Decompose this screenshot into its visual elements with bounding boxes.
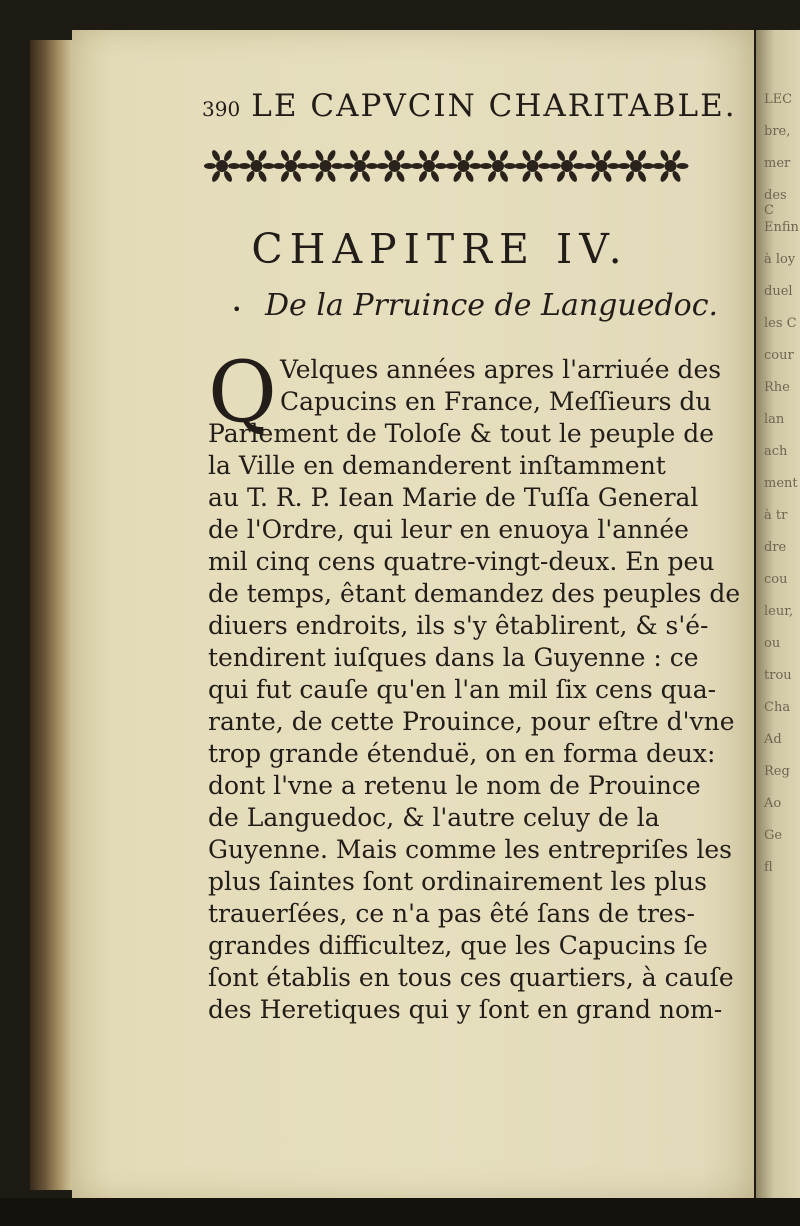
ornament-petal bbox=[210, 149, 221, 162]
ornament-petal bbox=[291, 170, 302, 183]
facing-page-fragment: dre bbox=[764, 540, 787, 555]
ornament-petal bbox=[590, 170, 601, 183]
ornament-petal bbox=[470, 163, 482, 169]
facing-page-fragment: cour bbox=[764, 348, 794, 363]
body-text bbox=[208, 343, 748, 1026]
ornament-petal bbox=[624, 149, 635, 162]
ornament-petal bbox=[360, 149, 371, 162]
ornament-petal bbox=[314, 149, 325, 162]
drop-cap: Q bbox=[208, 343, 277, 441]
ornament-petal bbox=[395, 170, 406, 183]
ornament-petal bbox=[429, 170, 440, 183]
running-head: LE CAPVCIN CHARITABLE. bbox=[251, 88, 737, 124]
ornament-petal bbox=[584, 163, 596, 169]
ornament-petal bbox=[342, 163, 354, 169]
ornament-petal bbox=[332, 163, 344, 169]
ornament-petal bbox=[239, 163, 251, 169]
text-line: trauerſées, ce n'a pas êté ſans de tres- bbox=[208, 899, 695, 928]
facing-page-fragment: Cha bbox=[764, 700, 791, 715]
facing-page-fragment: fl bbox=[764, 860, 773, 875]
ornament-flower bbox=[527, 160, 539, 172]
text-line: ſont établis en tous ces quartiers, à cauſe bbox=[208, 963, 734, 992]
text-line: qui fut cauſe qu'en l'an mil ſix cens qua- bbox=[208, 675, 717, 704]
ornament-petal bbox=[653, 163, 665, 169]
ornament-petal bbox=[636, 170, 647, 183]
facing-page-fragment: ment bbox=[764, 476, 798, 491]
ornament-petal bbox=[515, 163, 527, 169]
facing-page-fragment: mer bbox=[764, 156, 791, 171]
text-line: de temps, êtant demandez des peuples de bbox=[208, 579, 741, 608]
ornament-petal bbox=[348, 149, 359, 162]
text-line: Parlement de Toloſe & tout le peuple de bbox=[208, 419, 715, 448]
ornament-petal bbox=[273, 163, 285, 169]
ornament-petal bbox=[555, 149, 566, 162]
ornament-petal bbox=[210, 170, 221, 183]
ornament-petal bbox=[659, 170, 670, 183]
ornament-flower bbox=[216, 160, 228, 172]
ornament-petal bbox=[498, 149, 509, 162]
ornament-petal bbox=[539, 163, 551, 169]
section-bullet: • bbox=[232, 300, 242, 319]
facing-page-fragment: trou bbox=[764, 668, 792, 683]
ornament-petal bbox=[533, 170, 544, 183]
text-line: au T. R. P. Iean Marie de Tuſſa General bbox=[208, 483, 699, 512]
text-line: Capucins en France, Meſſieurs du bbox=[280, 387, 712, 416]
ornament-petal bbox=[204, 163, 216, 169]
ornament-petal bbox=[486, 170, 497, 183]
text-line: rante, de cette Prouince, pour eſtre d'vne bbox=[208, 707, 735, 736]
ornament-petal bbox=[464, 170, 475, 183]
text-line: diuers endroits, ils s'y êtablirent, & s'é- bbox=[208, 611, 709, 640]
ornament-petal bbox=[618, 163, 630, 169]
facing-page-fragment: Ge bbox=[764, 828, 783, 843]
ornament-petal bbox=[417, 170, 428, 183]
ornament-flower bbox=[630, 160, 642, 172]
page-header bbox=[202, 88, 742, 124]
ornament-petal bbox=[636, 149, 647, 162]
ornament-petal bbox=[671, 170, 682, 183]
ornament-petal bbox=[222, 149, 233, 162]
ornament-flower bbox=[458, 160, 470, 172]
ornament-petal bbox=[549, 163, 561, 169]
ornament-petal bbox=[533, 149, 544, 162]
ornament-petal bbox=[608, 163, 620, 169]
ornament-petal bbox=[222, 170, 233, 183]
ornament-flower bbox=[492, 160, 504, 172]
background-edge bbox=[0, 1198, 800, 1226]
ornament-petal bbox=[263, 163, 275, 169]
ornament-petal bbox=[377, 163, 389, 169]
facing-page-edge bbox=[756, 30, 800, 1198]
facing-page-fragment: Enfin bbox=[764, 220, 799, 235]
facing-page-fragment: Ao bbox=[764, 796, 782, 811]
ornament-petal bbox=[291, 149, 302, 162]
facing-page-fragment: leur, bbox=[764, 604, 794, 619]
ornament-petal bbox=[417, 149, 428, 162]
ornament-petal bbox=[326, 149, 337, 162]
facing-page-fragment: les C bbox=[764, 316, 797, 331]
facing-page-fragment: Ad bbox=[764, 732, 782, 747]
ornament-flower bbox=[665, 160, 677, 172]
ornament-flower bbox=[596, 160, 608, 172]
ornament-petal bbox=[245, 149, 256, 162]
ornament-flower bbox=[354, 160, 366, 172]
text-line: de l'Ordre, qui leur en enuoya l'année bbox=[208, 515, 689, 544]
ornament-petal bbox=[257, 170, 268, 183]
text-line: Velques années apres l'arriuée des bbox=[280, 355, 722, 384]
ornament-petal bbox=[521, 170, 532, 183]
ornament-petal bbox=[411, 163, 423, 169]
facing-page-fragment: LEC bbox=[764, 92, 793, 107]
facing-page-fragment: lan bbox=[764, 412, 785, 427]
ornament-petal bbox=[429, 149, 440, 162]
ornament-petal bbox=[297, 163, 309, 169]
ornament-petal bbox=[279, 149, 290, 162]
chapter-title: CHAPITRE IV. bbox=[251, 225, 629, 273]
ornament-petal bbox=[659, 149, 670, 162]
ornament-petal bbox=[624, 170, 635, 183]
ornament-petal bbox=[228, 163, 240, 169]
ornament-petal bbox=[677, 163, 689, 169]
ornament-petal bbox=[642, 163, 654, 169]
ornament-flower bbox=[423, 160, 435, 172]
text-line: grandes difficultez, que les Capucins ſe bbox=[208, 931, 708, 960]
ornament-petal bbox=[480, 163, 492, 169]
ornament-petal bbox=[279, 170, 290, 183]
ornament-petal bbox=[383, 149, 394, 162]
facing-page-fragment: ach bbox=[764, 444, 788, 459]
ornament-petal bbox=[360, 170, 371, 183]
facing-page-fragment: ou bbox=[764, 636, 781, 651]
ornament-petal bbox=[567, 170, 578, 183]
section-title bbox=[232, 288, 718, 323]
page-number: 390 bbox=[202, 97, 241, 121]
ornament-petal bbox=[366, 163, 378, 169]
facing-page-fragment: à tr bbox=[764, 508, 788, 523]
text-line: mil cinq cens quatre-vingt-deux. En peu bbox=[208, 547, 715, 576]
facing-page-fragment: bre, bbox=[764, 124, 791, 139]
ornament-petal bbox=[567, 149, 578, 162]
ornament-petal bbox=[348, 170, 359, 183]
ornament-flower bbox=[285, 160, 297, 172]
ornament-petal bbox=[452, 170, 463, 183]
ornament-petal bbox=[446, 163, 458, 169]
text-line: la Ville en demanderent inſtamment bbox=[208, 451, 666, 480]
section-title-text: De la Prruince de Languedoc. bbox=[264, 288, 719, 323]
text-line: plus ſaintes ſont ordinairement les plus bbox=[208, 867, 707, 896]
text-line: trop grande étenduë, on en forma deux: bbox=[208, 739, 716, 768]
facing-page-fragment: des C bbox=[764, 188, 787, 218]
decorative-ornament-band bbox=[204, 140, 712, 192]
facing-page-fragment: à loy bbox=[764, 252, 796, 267]
ornament-petal bbox=[435, 163, 447, 169]
ornament-petal bbox=[602, 149, 613, 162]
ornament-flower bbox=[251, 160, 263, 172]
ornament-flower bbox=[561, 160, 573, 172]
ornament-petal bbox=[521, 149, 532, 162]
ornament-petal bbox=[401, 163, 413, 169]
text-line: dont l'vne a retenu le nom de Prouince bbox=[208, 771, 701, 800]
ornament-flower bbox=[389, 160, 401, 172]
ornament-petal bbox=[555, 170, 566, 183]
facing-page-fragment: cou bbox=[764, 572, 788, 587]
ornament-petal bbox=[602, 170, 613, 183]
ornament-petal bbox=[671, 149, 682, 162]
ornament-petal bbox=[308, 163, 320, 169]
ornament-petal bbox=[464, 149, 475, 162]
text-line: des Heretiques qui y ſont en grand nom- bbox=[208, 995, 723, 1024]
ornament-petal bbox=[486, 149, 497, 162]
ornament-petal bbox=[504, 163, 516, 169]
text-line: Guyenne. Mais comme les entrepriſes les bbox=[208, 835, 733, 864]
facing-page-fragment: Rhe bbox=[764, 380, 790, 395]
ornament-petal bbox=[590, 149, 601, 162]
ornament-petal bbox=[498, 170, 509, 183]
facing-page-fragment: Reg bbox=[764, 764, 790, 779]
ornament-petal bbox=[326, 170, 337, 183]
ornament-petal bbox=[257, 149, 268, 162]
book-spine-edge bbox=[30, 40, 72, 1190]
ornament-petal bbox=[314, 170, 325, 183]
ornament-petal bbox=[452, 149, 463, 162]
ornament-flower bbox=[320, 160, 332, 172]
text-line: tendirent iuſques dans la Guyenne : ce bbox=[208, 643, 699, 672]
ornament-petal bbox=[573, 163, 585, 169]
ornament-petal bbox=[395, 149, 406, 162]
text-line: de Languedoc, & l'autre celuy de la bbox=[208, 803, 660, 832]
facing-page-fragment: duel bbox=[764, 284, 793, 299]
ornament-petal bbox=[245, 170, 256, 183]
ornament-petal bbox=[383, 170, 394, 183]
